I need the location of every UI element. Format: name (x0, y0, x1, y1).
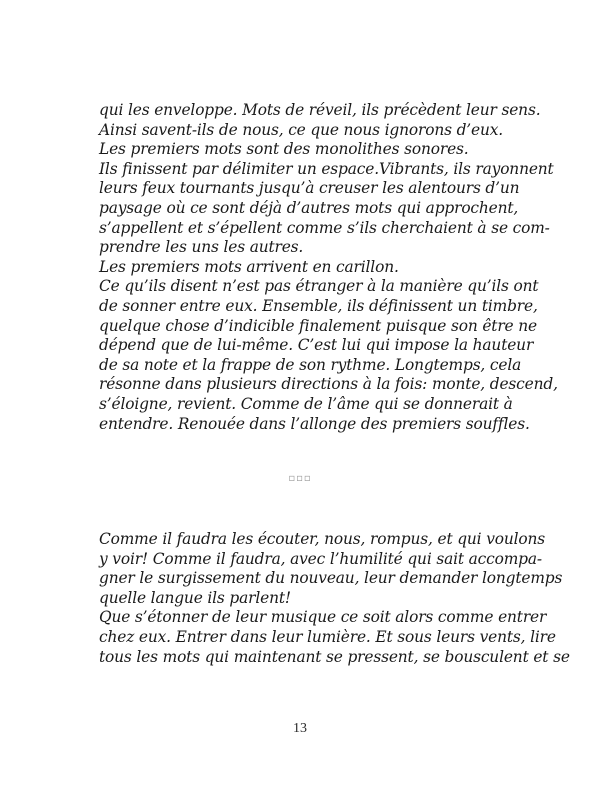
text-line: Les premiers mots arrivent en carillon. (99, 257, 399, 276)
text-line: Ce qu’ils disent n’est pas étranger à la manière qu’ils ont (99, 277, 539, 296)
text-line: entendre. Renouée dans l’allonge des premiers souffles. (99, 414, 530, 433)
text-line: s’éloigne, revient. Comme de l’âme qui se donnerait à (99, 394, 513, 413)
text-line: Ainsi savent-ils de nous, ce que nous ignorons d’eux. (99, 120, 504, 139)
text-line: Les premiers mots sont des monolithes sonores. (99, 140, 469, 159)
text-line: gner le surgissement du nouveau, leur demander longtemps (99, 569, 563, 588)
text-line: quelque chose d’indicible finalement puisque son être ne (99, 316, 537, 335)
text-line: résonne dans plusieurs directions à la fois: monte, descend, (99, 375, 558, 394)
text-line: y voir! Comme il faudra, avec l’humilité qui sait accompa- (99, 549, 542, 568)
text-line: s’appellent et s’épellent comme s’ils cherchaient à se com- (99, 218, 550, 237)
text-line: dépend que de lui-même. C’est lui qui impose la hauteur (99, 336, 534, 355)
text-line: Comme il faudra les écouter, nous, rompus, et qui voulons (99, 530, 546, 548)
text-line: Ils finissent par délimiter un espace.Vibrants, ils rayonnent (99, 159, 554, 178)
page-number: 13 (293, 721, 307, 736)
text-line: tous les mots qui maintenant se pressent, se bousculent et se (99, 647, 570, 666)
text-line: de sonner entre eux. Ensemble, ils définissent un timbre, (99, 296, 538, 315)
text-line: chez eux. Entrer dans leur lumière. Et sous leurs vents, lire (99, 627, 556, 646)
text-line: de sa note et la frappe de son rythme. Longtemps, cela (99, 355, 522, 374)
text-line: prendre les uns les autres. (99, 238, 304, 257)
text-line: Que s’étonner de leur musique ce soit alors comme entrer (99, 608, 547, 627)
text-line: quelle langue ils parlent! (99, 588, 291, 607)
text-line: qui les enveloppe. Mots de réveil, ils précèdent leur sens. (99, 101, 541, 119)
text-section-2 (99, 530, 570, 667)
text-line: paysage où ce sont déjà d’autres mots qui approchent, (99, 198, 519, 217)
text-line: leurs feux tournants jusqu’à creuser les alentours d’un (99, 179, 520, 198)
text-section-1 (99, 101, 558, 434)
section-separator: ▫▫▫ (288, 473, 312, 484)
